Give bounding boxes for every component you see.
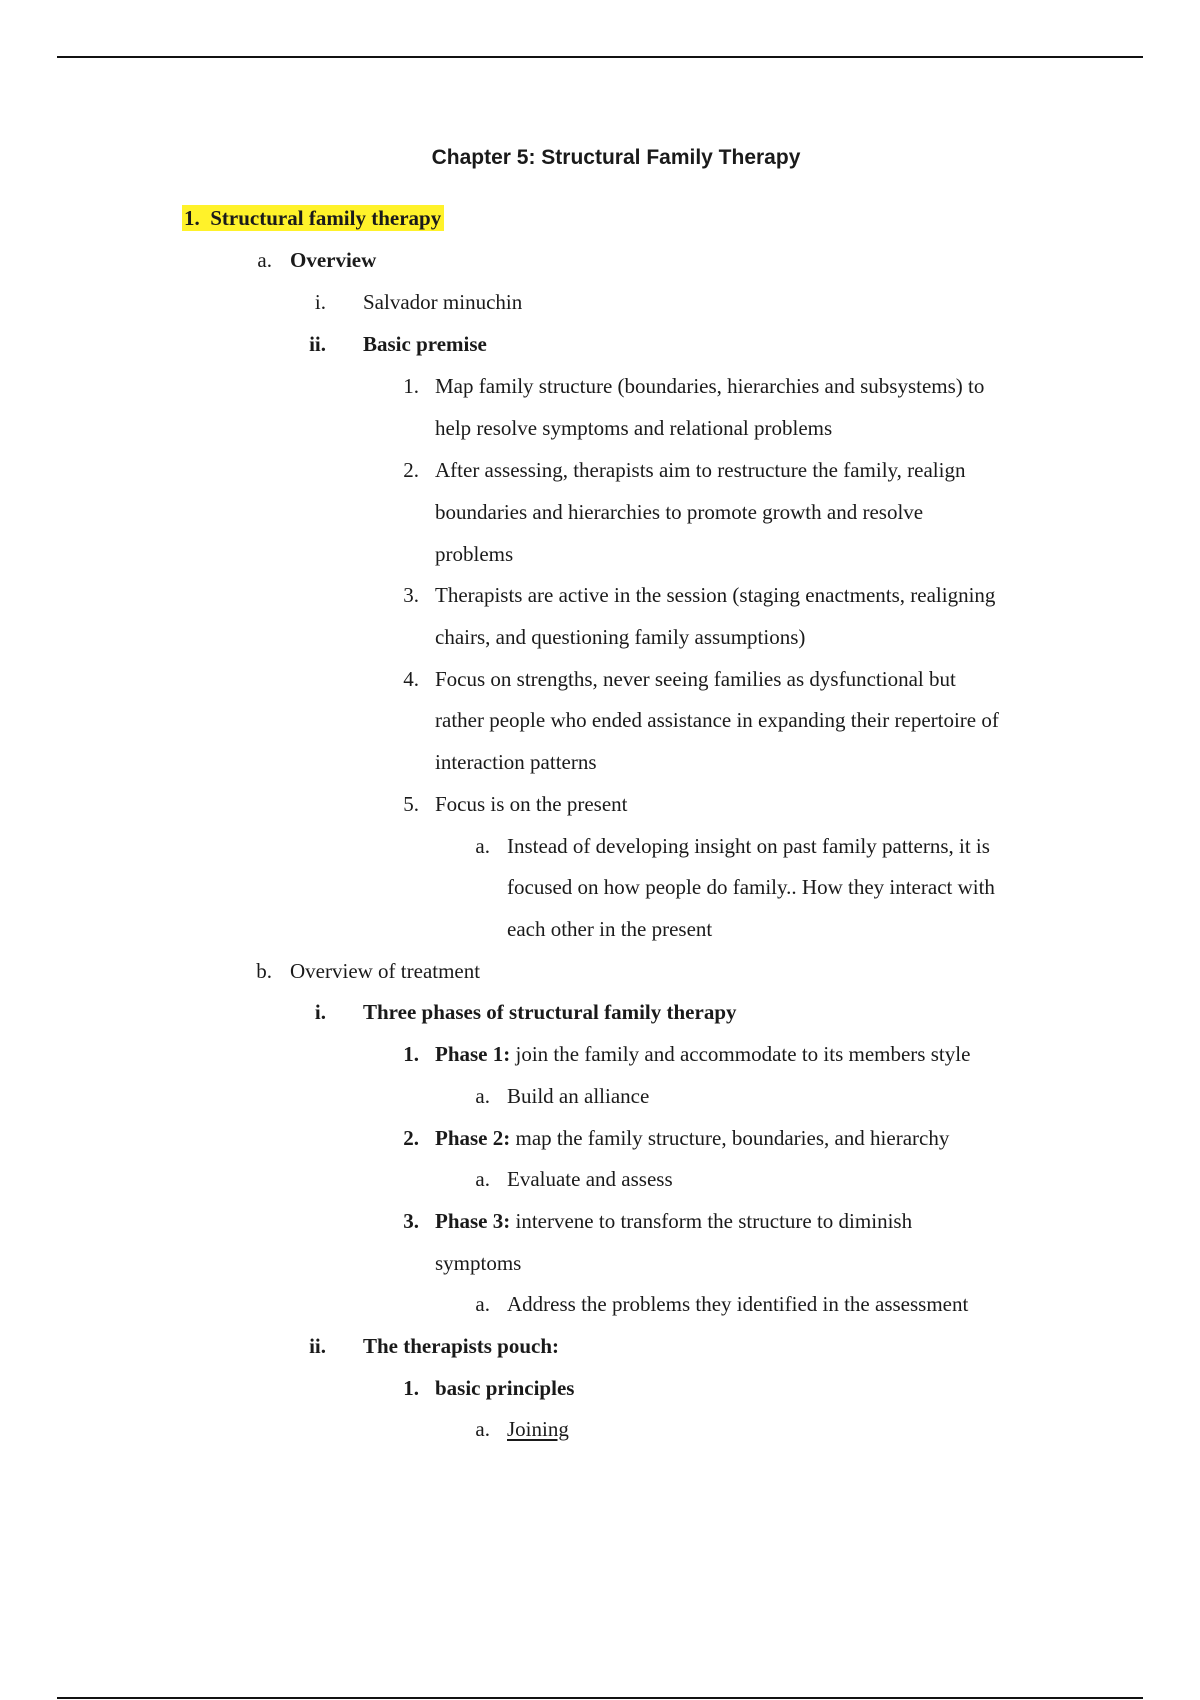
list-item-continuation: problems (435, 542, 514, 566)
list-item-continuation: rather people who ended assistance in expanding their repertoire of (435, 708, 999, 732)
list-item-continuation: symptoms (435, 1251, 522, 1275)
header-rule (57, 56, 1143, 58)
list-item-continuation: interaction patterns (435, 750, 597, 774)
list-item-continuation: boundaries and hierarchies to promote growth and resolve (435, 500, 924, 524)
section-heading (182, 204, 444, 232)
highlighted-heading: 1. Structural family therapy (182, 205, 444, 231)
list-item-continuation: focused on how people do family.. How they interact with (507, 875, 995, 899)
list-item-continuation: help resolve symptoms and relational problems (435, 416, 833, 440)
page-title: Chapter 5: Structural Family Therapy (431, 146, 801, 169)
list-item-continuation: each other in the present (507, 917, 713, 941)
footer-rule (57, 1697, 1143, 1699)
list-item-continuation: chairs, and questioning family assumptions) (435, 625, 806, 649)
